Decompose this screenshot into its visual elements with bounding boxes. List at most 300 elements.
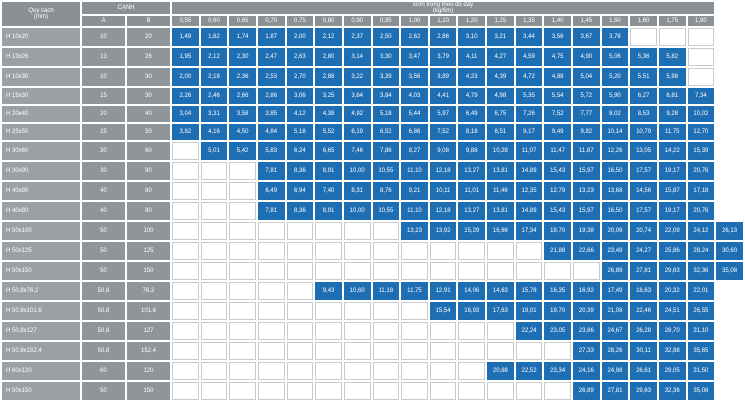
- table-row: [2, 28, 743, 46]
- weight-cell: 4,11: [458, 48, 485, 66]
- size-cell: H 30x90: [2, 162, 80, 180]
- empty-cell: [458, 322, 485, 340]
- weight-cell: 7,81: [258, 202, 285, 220]
- weight-cell: 8,36: [287, 202, 314, 220]
- weight-cell: 10,02: [688, 106, 715, 122]
- weight-cell: 16,93: [458, 302, 485, 320]
- weight-cell: 17,63: [487, 302, 514, 320]
- empty-cell: [229, 322, 256, 340]
- empty-cell: [258, 222, 285, 240]
- thickness-header: 0,90: [344, 16, 371, 26]
- weight-cell: 10,55: [373, 162, 400, 180]
- edge-b-cell: 101,6: [127, 302, 170, 320]
- empty-cell: [344, 222, 371, 240]
- empty-cell: [172, 262, 199, 280]
- empty-cell: [172, 142, 199, 160]
- table-row: [2, 382, 743, 400]
- empty-cell: [201, 382, 228, 400]
- weight-cell: 2,88: [315, 68, 342, 86]
- edge-a-cell: 13: [82, 48, 125, 66]
- weight-cell: 5,35: [516, 88, 543, 104]
- weight-cell: 8,91: [315, 162, 342, 180]
- empty-cell: [430, 382, 457, 400]
- edge-b-cell: 90: [127, 162, 170, 180]
- weight-cell: 6,65: [315, 142, 342, 160]
- weight-cell: 4,72: [516, 68, 543, 86]
- weight-cell: 14,89: [516, 162, 543, 180]
- empty-cell: [172, 182, 199, 200]
- weight-cell: 20,06: [602, 222, 629, 240]
- weight-cell: 15,97: [573, 162, 600, 180]
- weight-cell: 9,08: [430, 142, 457, 160]
- weight-cell: 11,75: [659, 124, 686, 140]
- empty-cell: [258, 322, 285, 340]
- weight-cell: 3,64: [344, 88, 371, 104]
- empty-cell: [172, 162, 199, 180]
- weight-cell: 9,28: [659, 106, 686, 122]
- empty-cell: [544, 342, 571, 360]
- empty-cell: [544, 262, 571, 280]
- empty-cell: [229, 282, 256, 300]
- weight-cell: 2,18: [201, 68, 228, 86]
- weight-cell: 19,70: [544, 302, 571, 320]
- weight-cell: 6,52: [373, 124, 400, 140]
- weight-cell: 2,37: [344, 28, 371, 46]
- table-row: [2, 68, 743, 86]
- weight-cell: 4,90: [573, 48, 600, 66]
- weight-cell: 27,81: [630, 262, 657, 280]
- weight-cell: 9,88: [458, 142, 485, 160]
- weight-cell: 22,01: [688, 282, 715, 300]
- edge-a-cell: 10: [82, 68, 125, 86]
- empty-cell: [315, 362, 342, 380]
- weight-cell: 9,43: [315, 282, 342, 300]
- size-cell: H 25x50: [2, 124, 80, 140]
- weight-cell: 11,18: [373, 282, 400, 300]
- weight-cell: 5,82: [659, 48, 686, 66]
- weight-cell: 2,47: [258, 48, 285, 66]
- empty-cell: [258, 242, 285, 260]
- spec-header: [2, 2, 80, 26]
- weight-cell: 26,28: [630, 322, 657, 340]
- edge-a-cell: 25: [82, 124, 125, 140]
- empty-cell: [172, 222, 199, 240]
- weight-cell: 24,27: [630, 242, 657, 260]
- weight-cell: 5,54: [544, 88, 571, 104]
- weight-cell: 8,91: [315, 202, 342, 220]
- weight-cell: 2,63: [287, 48, 314, 66]
- weight-cell: 11,07: [516, 142, 543, 160]
- empty-cell: [487, 382, 514, 400]
- weight-cell: 5,18: [287, 124, 314, 140]
- weight-cell: 21,88: [544, 242, 571, 260]
- table-row: [2, 222, 743, 240]
- empty-cell: [373, 322, 400, 340]
- table-row: [2, 362, 743, 380]
- empty-cell: [287, 322, 314, 340]
- weight-cell: 3,04: [172, 106, 199, 122]
- weight-cell: 15,43: [544, 202, 571, 220]
- weight-cell: 17,49: [602, 282, 629, 300]
- edge-b-cell: 150: [127, 382, 170, 400]
- weight-cell: 5,36: [630, 48, 657, 66]
- weight-cell: 4,27: [487, 48, 514, 66]
- empty-cell: [258, 302, 285, 320]
- weight-cell: 2,12: [315, 28, 342, 46]
- weight-cell: 6,49: [258, 182, 285, 200]
- empty-cell: [315, 322, 342, 340]
- weight-cell: 1,74: [229, 28, 256, 46]
- weight-cell: 2,53: [258, 68, 285, 86]
- empty-cell: [258, 262, 285, 280]
- empty-cell: [315, 342, 342, 360]
- weight-cell: 24,98: [602, 362, 629, 380]
- weight-cell: 29,63: [659, 262, 686, 280]
- weight-cell: 15,54: [430, 302, 457, 320]
- edge-b-cell: 50: [127, 124, 170, 140]
- size-cell: H 10x30: [2, 68, 80, 86]
- table-row: [2, 142, 743, 160]
- weight-cell: 11,75: [401, 282, 428, 300]
- weight-cell: 26,13: [716, 222, 743, 240]
- table-row: [2, 124, 743, 140]
- empty-cell: [573, 262, 600, 280]
- weight-cell: 18,63: [630, 282, 657, 300]
- edge-b-cell: 120: [127, 362, 170, 380]
- table-row: [2, 342, 743, 360]
- weight-cell: 5,72: [573, 88, 600, 104]
- empty-cell: [229, 242, 256, 260]
- weight-cell: 10,60: [344, 282, 371, 300]
- thickness-header: 0,95: [373, 16, 400, 26]
- edge-a-cell: 40: [82, 182, 125, 200]
- weight-cell: 26,61: [630, 362, 657, 380]
- weight-cell: 24,51: [659, 302, 686, 320]
- size-cell: H 10x20: [2, 28, 80, 46]
- empty-cell: [458, 262, 485, 280]
- weight-cell: 4,79: [458, 88, 485, 104]
- weight-cell: 3,79: [430, 48, 457, 66]
- empty-cell: [229, 222, 256, 240]
- empty-cell: [344, 342, 371, 360]
- weight-cell: 2,26: [172, 88, 199, 104]
- weight-cell: 5,51: [630, 68, 657, 86]
- spec-label: Quy cách: [28, 8, 54, 14]
- empty-cell: [401, 362, 428, 380]
- empty-cell: [373, 362, 400, 380]
- weight-cell: 3,39: [373, 68, 400, 86]
- empty-cell: [516, 262, 543, 280]
- edge-b-cell: 80: [127, 202, 170, 220]
- weight-cell: 13,81: [487, 162, 514, 180]
- edge-b-cell: 40: [127, 106, 170, 122]
- weight-cell: 7,77: [573, 106, 600, 122]
- weight-cell: 26,89: [602, 262, 629, 280]
- edge-b-cell: 100: [127, 222, 170, 240]
- empty-cell: [487, 322, 514, 340]
- weight-cell: 12,35: [516, 182, 543, 200]
- empty-cell: [315, 382, 342, 400]
- size-cell: H 20x40: [2, 106, 80, 122]
- empty-cell: [287, 242, 314, 260]
- weight-cell: 16,66: [487, 222, 514, 240]
- empty-cell: [201, 222, 228, 240]
- weight-cell: 6,27: [630, 88, 657, 104]
- empty-cell: [287, 362, 314, 380]
- table-body: [2, 28, 743, 400]
- weight-cell: 30,11: [630, 342, 657, 360]
- weight-cell: 24,12: [688, 222, 715, 240]
- weight-cell: 2,00: [172, 68, 199, 86]
- weight-cell: 6,75: [487, 106, 514, 122]
- weight-cell: 14,63: [487, 282, 514, 300]
- weight-cell: 10,55: [373, 202, 400, 220]
- weight-cell: 11,10: [401, 162, 428, 180]
- weight-cell: 31,50: [688, 362, 715, 380]
- size-cell: H 50,8x152,4: [2, 342, 80, 360]
- table-row: [2, 202, 743, 220]
- empty-cell: [487, 262, 514, 280]
- weight-cell: 10,00: [344, 202, 371, 220]
- size-cell: H 60x120: [2, 362, 80, 380]
- weight-cell: 5,52: [315, 124, 342, 140]
- weight-cell: 18,70: [544, 222, 571, 240]
- empty-cell: [172, 362, 199, 380]
- weight-cell: 5,98: [659, 68, 686, 86]
- weight-cell: 2,80: [315, 48, 342, 66]
- size-cell: H 13x26: [2, 48, 80, 66]
- weight-cell: 10,11: [430, 182, 457, 200]
- weight-cell: 12,26: [602, 142, 629, 160]
- weight-cell: 32,88: [659, 342, 686, 360]
- size-cell: H 40x80: [2, 182, 80, 200]
- thickness-header: 1,20: [458, 16, 485, 26]
- size-cell: H 30x60: [2, 142, 80, 160]
- empty-cell: [430, 342, 457, 360]
- weight-cell: 4,38: [315, 106, 342, 122]
- empty-cell: [344, 242, 371, 260]
- weight-cell: 9,49: [544, 124, 571, 140]
- weight-cell: 21,08: [602, 302, 629, 320]
- empty-cell: [401, 322, 428, 340]
- empty-cell: [659, 28, 686, 46]
- empty-cell: [229, 302, 256, 320]
- weight-cell: 8,31: [344, 182, 371, 200]
- empty-cell: [315, 222, 342, 240]
- empty-cell: [287, 302, 314, 320]
- empty-cell: [373, 382, 400, 400]
- weight-cell: 7,52: [430, 124, 457, 140]
- weight-cell: 6,94: [287, 182, 314, 200]
- weight-cell: 15,29: [458, 222, 485, 240]
- edge-b-cell: 127: [127, 322, 170, 340]
- empty-cell: [630, 28, 657, 46]
- edge-b-cell: 30: [127, 88, 170, 104]
- weight-cell: 2,66: [229, 88, 256, 104]
- weight-cell: 29,05: [659, 362, 686, 380]
- empty-cell: [315, 302, 342, 320]
- empty-cell: [172, 302, 199, 320]
- weight-cell: 2,86: [430, 28, 457, 46]
- empty-cell: [201, 342, 228, 360]
- edge-b-cell: 125: [127, 242, 170, 260]
- weight-cell: 17,34: [516, 222, 543, 240]
- weight-cell: 22,52: [516, 362, 543, 380]
- edge-a-cell: 50: [82, 242, 125, 260]
- weight-cell: 30,60: [716, 242, 743, 260]
- weight-cell: 7,81: [258, 162, 285, 180]
- empty-cell: [373, 302, 400, 320]
- thickness-header: 1,45: [573, 16, 600, 26]
- weight-cell: 2,12: [201, 48, 228, 66]
- weight-cell: 17,57: [630, 162, 657, 180]
- edge-b-header: B: [127, 16, 170, 26]
- weight-cell: 4,41: [430, 88, 457, 104]
- weight-cell: 12,91: [430, 282, 457, 300]
- weight-cell: 20,76: [688, 162, 715, 180]
- spec-unit: (mm): [34, 14, 48, 20]
- edge-a-cell: 50: [82, 222, 125, 240]
- weight-cell: 12,79: [544, 182, 571, 200]
- size-cell: H 15x30: [2, 88, 80, 104]
- weight-cell: 6,81: [659, 88, 686, 104]
- weight-cell: 5,42: [229, 142, 256, 160]
- weight-cell: 25,86: [659, 242, 686, 260]
- empty-cell: [229, 162, 256, 180]
- weight-cell: 15,97: [573, 202, 600, 220]
- weight-cell: 4,98: [487, 88, 514, 104]
- weight-cell: 23,05: [544, 322, 571, 340]
- empty-cell: [487, 342, 514, 360]
- weight-cell: 15,43: [544, 162, 571, 180]
- weight-cell: 13,68: [602, 182, 629, 200]
- empty-cell: [172, 242, 199, 260]
- empty-cell: [315, 242, 342, 260]
- weight-cell: 3,21: [487, 28, 514, 46]
- weight-cell: 22,66: [573, 242, 600, 260]
- weight-cell: 19,17: [659, 202, 686, 220]
- thickness-header: 1,75: [659, 16, 686, 26]
- thickness-header: 0,75: [287, 16, 314, 26]
- weight-cell: 4,50: [229, 124, 256, 140]
- weight-unit: (kg/6m): [432, 8, 454, 14]
- edge-a-cell: 30: [82, 142, 125, 160]
- weight-cell: 3,89: [430, 68, 457, 86]
- weight-cell: 23,86: [573, 322, 600, 340]
- size-cell: H 50x150: [2, 262, 80, 280]
- weight-cell: 8,76: [373, 182, 400, 200]
- weight-cell: 23,48: [602, 242, 629, 260]
- weight-cell: 3,67: [573, 28, 600, 46]
- thickness-header: 0,65: [229, 16, 256, 26]
- weight-cell: 16,50: [602, 162, 629, 180]
- edge-a-cell: 10: [82, 28, 125, 46]
- empty-cell: [458, 242, 485, 260]
- empty-cell: [229, 262, 256, 280]
- table-row: [2, 48, 743, 66]
- weight-cell: 26,89: [573, 382, 600, 400]
- empty-cell: [287, 262, 314, 280]
- weight-cell: 9,82: [573, 124, 600, 140]
- weight-cell: 5,01: [201, 142, 228, 160]
- empty-cell: [401, 262, 428, 280]
- weight-cell: 7,52: [544, 106, 571, 122]
- weight-cell: 9,17: [516, 124, 543, 140]
- weight-cell: 8,51: [487, 124, 514, 140]
- thickness-header: 0,80: [315, 16, 342, 26]
- edge-b-cell: 30: [127, 68, 170, 86]
- edge-b-cell: 20: [127, 28, 170, 46]
- weight-cell: 2,86: [258, 88, 285, 104]
- edge-a-cell: 50,8: [82, 282, 125, 300]
- weight-cell: 1,62: [201, 28, 228, 46]
- empty-cell: [172, 382, 199, 400]
- weight-cell: 1,87: [258, 28, 285, 46]
- weight-cell: 12,18: [430, 162, 457, 180]
- weight-cell: 20,76: [688, 202, 715, 220]
- empty-cell: [229, 342, 256, 360]
- empty-cell: [458, 362, 485, 380]
- weight-cell: 11,01: [458, 182, 485, 200]
- edge-a-cell: 50,8: [82, 342, 125, 360]
- empty-cell: [201, 242, 228, 260]
- empty-cell: [201, 162, 228, 180]
- empty-cell: [458, 382, 485, 400]
- weight-cell: 6,86: [401, 124, 428, 140]
- weight-cell: 19,01: [516, 302, 543, 320]
- weight-cell: 16,35: [544, 282, 571, 300]
- weight-cell: 27,81: [602, 382, 629, 400]
- weight-cell: 4,03: [401, 88, 428, 104]
- table-row: [2, 262, 743, 280]
- edge-a-cell: 50,8: [82, 322, 125, 340]
- empty-cell: [287, 342, 314, 360]
- size-cell: H 50x150: [2, 382, 80, 400]
- weight-cell: 2,62: [401, 28, 428, 46]
- empty-cell: [229, 202, 256, 220]
- weight-cell: 8,02: [602, 106, 629, 122]
- empty-cell: [401, 342, 428, 360]
- table-row: [2, 302, 743, 320]
- weight-cell: 19,38: [573, 222, 600, 240]
- weight-cell: 16,50: [602, 202, 629, 220]
- size-cell: H 50,8x127: [2, 322, 80, 340]
- empty-cell: [229, 362, 256, 380]
- weight-cell: 14,06: [458, 282, 485, 300]
- weight-cell: 3,30: [373, 48, 400, 66]
- weight-cell: 3,58: [229, 106, 256, 122]
- weight-cell: 32,36: [659, 382, 686, 400]
- weight-cell: 28,24: [688, 242, 715, 260]
- weight-cell: 13,81: [487, 202, 514, 220]
- thickness-header: 0,60: [201, 16, 228, 26]
- weight-cell: 20,74: [630, 222, 657, 240]
- table-row: [2, 242, 743, 260]
- weight-cell: 28,26: [602, 342, 629, 360]
- weight-cell: 4,23: [458, 68, 485, 86]
- weight-cell: 13,92: [430, 222, 457, 240]
- weight-cell: 4,59: [516, 48, 543, 66]
- weight-cell: 7,40: [315, 182, 342, 200]
- empty-cell: [201, 302, 228, 320]
- empty-cell: [258, 382, 285, 400]
- weight-cell: 6,24: [287, 142, 314, 160]
- weight-cell: 7,34: [688, 88, 715, 104]
- empty-cell: [344, 382, 371, 400]
- weight-cell: 7,46: [344, 142, 371, 160]
- edge-a-cell: 15: [82, 88, 125, 104]
- weight-cell: 14,89: [516, 202, 543, 220]
